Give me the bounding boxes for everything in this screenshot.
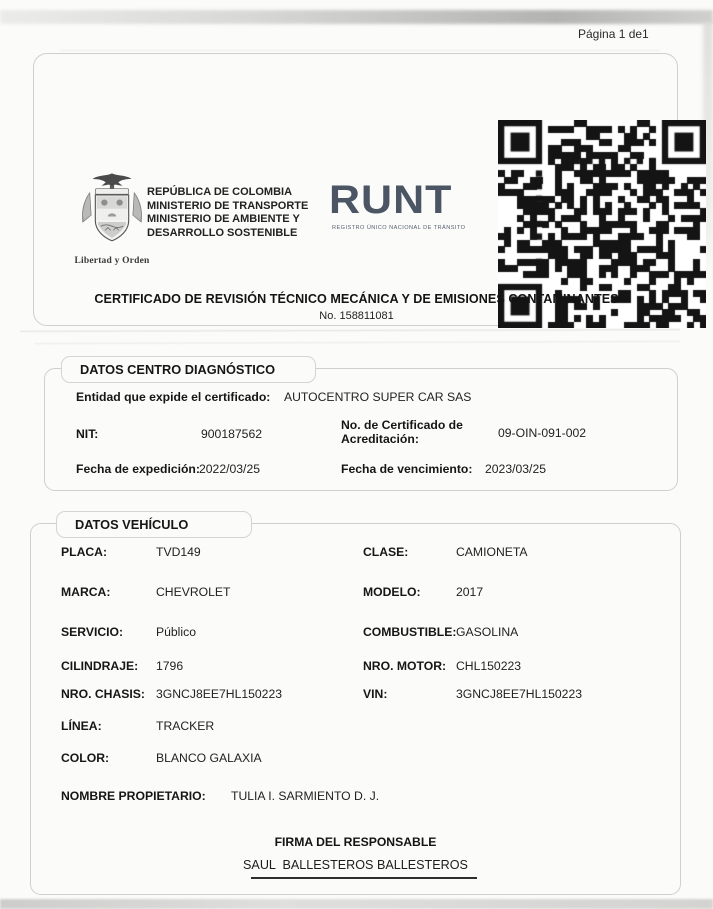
certificate-title: CERTIFICADO DE REVISIÓN TÉCNICO MECÁNICA Y DE EMISIONES CONTAMINANTES: [94, 292, 619, 306]
firma-underline: [251, 877, 477, 879]
marca-label: MARCA:: [61, 585, 111, 599]
placa-label: PLACA:: [61, 545, 108, 559]
nit-value: 900187562: [201, 427, 263, 441]
vin-value: 3GNCJ8EE7HL150223: [456, 687, 583, 701]
combustible-value: GASOLINA: [456, 625, 519, 639]
acreditacion-label: No. de Certificado de Acreditación:: [341, 418, 463, 446]
modelo-value: 2017: [456, 585, 484, 599]
nro-chasis-value: 3GNCJ8EE7HL150223: [156, 687, 283, 701]
nro-chasis-label: NRO. CHASIS:: [61, 687, 145, 701]
modelo-label: MODELO:: [363, 585, 421, 599]
vencimiento-label: Fecha de vencimiento:: [341, 462, 473, 476]
ministry-line: MINISTERIO DE TRANSPORTE: [147, 199, 309, 212]
section-centro-diagnostico: [44, 362, 678, 491]
clase-value: CAMIONETA: [456, 545, 528, 559]
header-box: [33, 53, 678, 326]
cilindraje-value: 1796: [156, 659, 184, 673]
servicio-value: Público: [156, 625, 196, 639]
color-value: BLANCO GALAXIA: [156, 751, 262, 765]
propietario-label: NOMBRE PROPIETARIO:: [61, 789, 206, 803]
scan-artifact-line: [60, 50, 660, 51]
cilindraje-label: CILINDRAJE:: [61, 659, 139, 673]
propietario-value: TULIA I. SARMIENTO D. J.: [231, 789, 380, 803]
ministry-line: MINISTERIO DE AMBIENTE Y: [147, 213, 300, 225]
section-heading-vehiculo: DATOS VEHÍCULO: [56, 511, 252, 538]
nro-motor-value: CHL150223: [456, 659, 522, 673]
coat-of-arms-motto: Libertad y Orden: [74, 256, 150, 266]
nro-motor-label: NRO. MOTOR:: [363, 659, 447, 673]
scan-artifact-line: [35, 341, 680, 344]
linea-value: TRACKER: [156, 719, 215, 733]
servicio-label: SERVICIO:: [61, 625, 124, 639]
page-indicator: Página 1 de1: [578, 27, 649, 41]
firma-heading: FIRMA DEL RESPONSABLE: [274, 835, 437, 849]
firma-name: SAUL BALLESTEROS BALLESTEROS: [243, 858, 468, 872]
section-heading-centro: DATOS CENTRO DIAGNÓSTICO: [61, 356, 316, 383]
runt-logo: [329, 180, 489, 231]
colombia-coat-of-arms: [72, 172, 152, 266]
color-label: COLOR:: [61, 751, 110, 765]
nit-label: NIT:: [76, 427, 99, 441]
vin-label: VIN:: [363, 687, 388, 701]
vencimiento-value: 2023/03/25: [485, 462, 546, 476]
linea-label: LÍNEA:: [61, 719, 102, 733]
scan-artifact-line: [20, 329, 680, 332]
runt-logo-subtitle: REGISTRO ÚNICO NACIONAL DE TRÁNSITO: [332, 225, 466, 231]
acreditacion-value: 09-OIN-091-002: [498, 426, 587, 440]
scan-edge-top: [0, 10, 713, 24]
scan-edge-bottom: [0, 899, 713, 909]
expedicion-value: 2022/03/25: [199, 462, 260, 476]
entidad-label: Entidad que expide el certificado:: [76, 390, 271, 404]
ministry-line: DESARROLLO SOSTENIBLE: [147, 226, 298, 239]
entidad-value: AUTOCENTRO SUPER CAR SAS: [284, 390, 472, 404]
certificate-number: No. 158811081: [319, 310, 394, 322]
colombia-coat-of-arms-icon: [77, 172, 147, 254]
section-vehiculo: [30, 517, 681, 895]
combustible-label: COMBUSTIBLE:: [363, 625, 457, 639]
ministry-text-block: [147, 186, 342, 240]
placa-value: TVD149: [156, 545, 201, 559]
marca-value: CHEVROLET: [156, 585, 231, 599]
clase-label: CLASE:: [363, 545, 409, 559]
ministry-line: REPÚBLICA DE COLOMBIA: [147, 186, 293, 198]
runt-logo-text: RUNT: [329, 178, 453, 223]
expedicion-label: Fecha de expedición:: [76, 462, 200, 476]
